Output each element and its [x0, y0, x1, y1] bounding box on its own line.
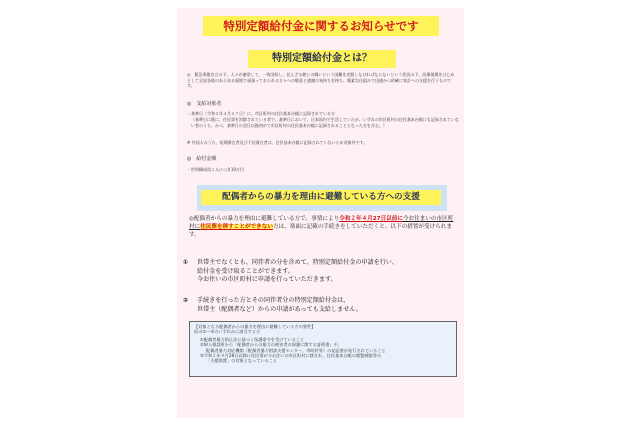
dv-item-2 — [183, 297, 455, 314]
requirement-line-5: 「支援措置」の対象となっていること — [206, 358, 278, 364]
dv-intro-highlight: 住民票を移すことができない — [200, 224, 273, 230]
dv-intro-part-2: 今お住まいの市区町村に — [189, 216, 454, 230]
dv-item-1-line-2: 給付金を受け取ることができます。 — [197, 267, 295, 275]
requirements-box — [189, 321, 457, 377]
sub-title: 特別定額給付金とは？ — [248, 50, 396, 68]
dv-item-1-line-3: 今お住いの市区町村に申請を行っていただきます。 — [197, 276, 337, 284]
dv-section-title: 配偶者からの暴力を理由に避難している方への支援 — [201, 190, 441, 205]
dv-item-1-first-line: 世帯主でなくとも、同伴者の分を含めて、特別定額給付金の申請を行い、 — [197, 259, 398, 266]
requirement-line-2: ②婦人相談所から「配偶者からの暴力の被害者の保護に関する証明書」や、 — [200, 342, 342, 348]
dv-intro-part-3: 方は、楽面に記載の手続きをしていただくと、以下の措置が受けられます。 — [189, 224, 452, 238]
main-title: 特別定額給付金に関するお知らせです — [203, 16, 439, 36]
amount-line: ・世帯構成員１人につき10万円 — [187, 167, 245, 172]
requirement-line-1: ①配偶者暴力防止法に基づく保護命令を受けていること — [200, 336, 305, 342]
requirement-line-3: 配偶者暴力対応機関（配偶者暴力相談支援センター、市町村等）の発証書が発行されていること — [206, 347, 386, 353]
requirements-title: 【対象となる配偶者からの暴力を理由に避難している方の要件】 — [194, 324, 316, 329]
requirement-line-4: ③令和２年４月28日以降に住民票が今お住いの市区町村に移され、住民基本台帳の閲覧制限等の — [200, 353, 382, 359]
dv-item-2-line-2: 世帯主（配偶者など）からの申請があっても支給しません。 — [197, 305, 362, 313]
intro-paragraph: ◎ 緊急事態宣言の下、人々が連帯して、一致団結し、見えざる敵との闘いという国難を克服しなければならないという状況の下、医療現場をはじめとして全国各地のあらゆる現場で頑張っておられる方々への敬意と感謝の気持ちを持ち、簡素な仕組みで迅速かつ的確に家計への支援を行うものです。 — [187, 72, 455, 89]
document-page — [177, 8, 464, 418]
dv-intro-part-1: ◎配偶者からの暴力を理由に避難している方で、事情により — [189, 216, 340, 222]
dv-item-2-first-line: 手続きを行った方とその同伴者分の特別定額給付金は、 — [197, 297, 350, 304]
eligibility-line-1: ・基準日（令和２年４月２７日）に、市区町村の住民基本台帳に記録されている方 — [187, 111, 335, 116]
dv-intro-date: 令和２年４月27日以前に — [339, 216, 403, 222]
requirements-lead: 次の①～③のいずれかに該当する方 — [194, 329, 261, 335]
dv-item-2-number: ② — [183, 297, 189, 304]
dv-item-1 — [183, 259, 455, 285]
dv-item-1-number: ① — [183, 259, 189, 266]
eligibility-note: ※ 外国人のうち、短期滞在者及び不法滞在者は、住民基本台帳に記録されていないため対象外です。 — [187, 140, 368, 145]
amount-heading: ◎ 給付金額 — [187, 156, 217, 162]
dv-intro-paragraph — [189, 215, 455, 239]
eligibility-line-2: （基準日に既に、住民票を消除されている者で、基準日において、日本国内で生活していたが、いずれの市区町村の住民基本台帳にも記録されていない者のうち、かつ、基準日の翌日以後初めて市区町村の住民基本台帳に記録されることとなった方を含む。） — [191, 117, 459, 128]
eligibility-heading: ◎ 支給対象者 — [187, 101, 222, 107]
